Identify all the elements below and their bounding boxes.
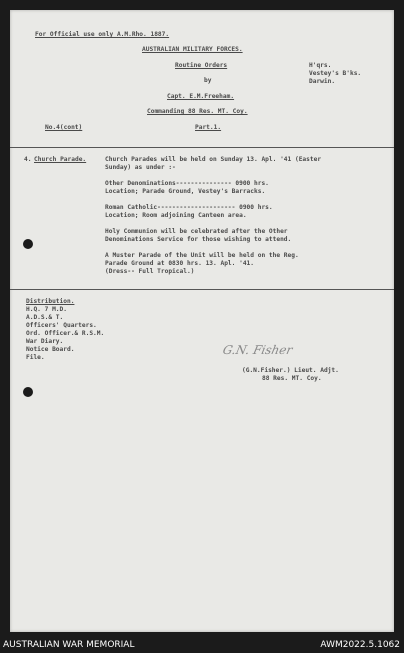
address-line-3: Darwin. — [309, 78, 336, 85]
signature-unit: 88 Res. MT. Coy. — [262, 375, 322, 382]
muster-line-2: Parade Ground at 0830 hrs. 13. Apl. '41. — [105, 260, 255, 267]
part-number: Part.1. — [195, 124, 222, 131]
official-use-line: For Official use only A.M.Rho. 1887. — [35, 31, 170, 38]
item-number: 4. — [24, 156, 32, 163]
distribution-item: Ord. Officer.& R.S.M. — [26, 330, 105, 337]
roman-catholic-location: Location; Room adjoining Canteen area. — [105, 212, 247, 219]
muster-line-3: (Dress-- Full Tropical.) — [105, 268, 195, 275]
roman-catholic-time: Roman Catholic--------------------- 0900 hrs. — [105, 204, 273, 211]
other-denominations-location: Location; Parade Ground, Vestey's Barracks. — [105, 188, 266, 195]
distribution-item: H.Q. 7 M.D. — [26, 306, 67, 313]
communion-line-1: Holy Communion will be celebrated after the Other — [105, 228, 288, 235]
by-line: by — [204, 77, 212, 84]
address-line-2: Vestey's B'ks. — [309, 70, 362, 77]
footer-institution: AUSTRALIAN WAR MEMORIAL — [3, 640, 135, 650]
distribution-title: Distribution. — [26, 298, 75, 305]
item-title: Church Parade. — [34, 156, 87, 163]
communion-line-2: Denominations Service for those wishing to attend. — [105, 236, 292, 243]
divider-bottom — [10, 289, 394, 290]
divider-top — [10, 147, 394, 148]
body-line-2: Sunday) as under :- — [105, 164, 176, 171]
distribution-item: War Diary. — [26, 338, 64, 345]
signature-name: (G.N.Fisher.) Lieut. Adjt. — [242, 367, 339, 374]
order-number: No.4(cont) — [45, 124, 83, 131]
commanding-line: Commanding 88 Res. MT. Coy. — [147, 108, 248, 115]
forces-heading: AUSTRALIAN MILITARY FORCES. — [142, 46, 243, 53]
distribution-item: Notice Board. — [26, 346, 75, 353]
punch-hole — [23, 239, 33, 249]
routine-orders-heading: Routine Orders — [175, 62, 228, 69]
footer-accession-number: AWM2022.5.1062 — [320, 640, 400, 650]
address-line-1: H'qrs. — [309, 62, 332, 69]
other-denominations-time: Other Denominations--------------- 0900 hrs. — [105, 180, 269, 187]
distribution-item: A.D.S.& T. — [26, 314, 64, 321]
distribution-item: Officers' Quarters. — [26, 322, 97, 329]
handwritten-signature: G.N. Fisher — [221, 343, 294, 357]
body-line-1: Church Parades will be held on Sunday 13. Apl. '41 (Easter — [105, 156, 322, 163]
officer-name: Capt. E.M.Freeham. — [167, 93, 235, 100]
muster-line-1: A Muster Parade of the Unit will be held on the Reg. — [105, 252, 299, 259]
distribution-item: File. — [26, 354, 45, 361]
punch-hole — [23, 387, 33, 397]
document-page — [10, 10, 394, 632]
